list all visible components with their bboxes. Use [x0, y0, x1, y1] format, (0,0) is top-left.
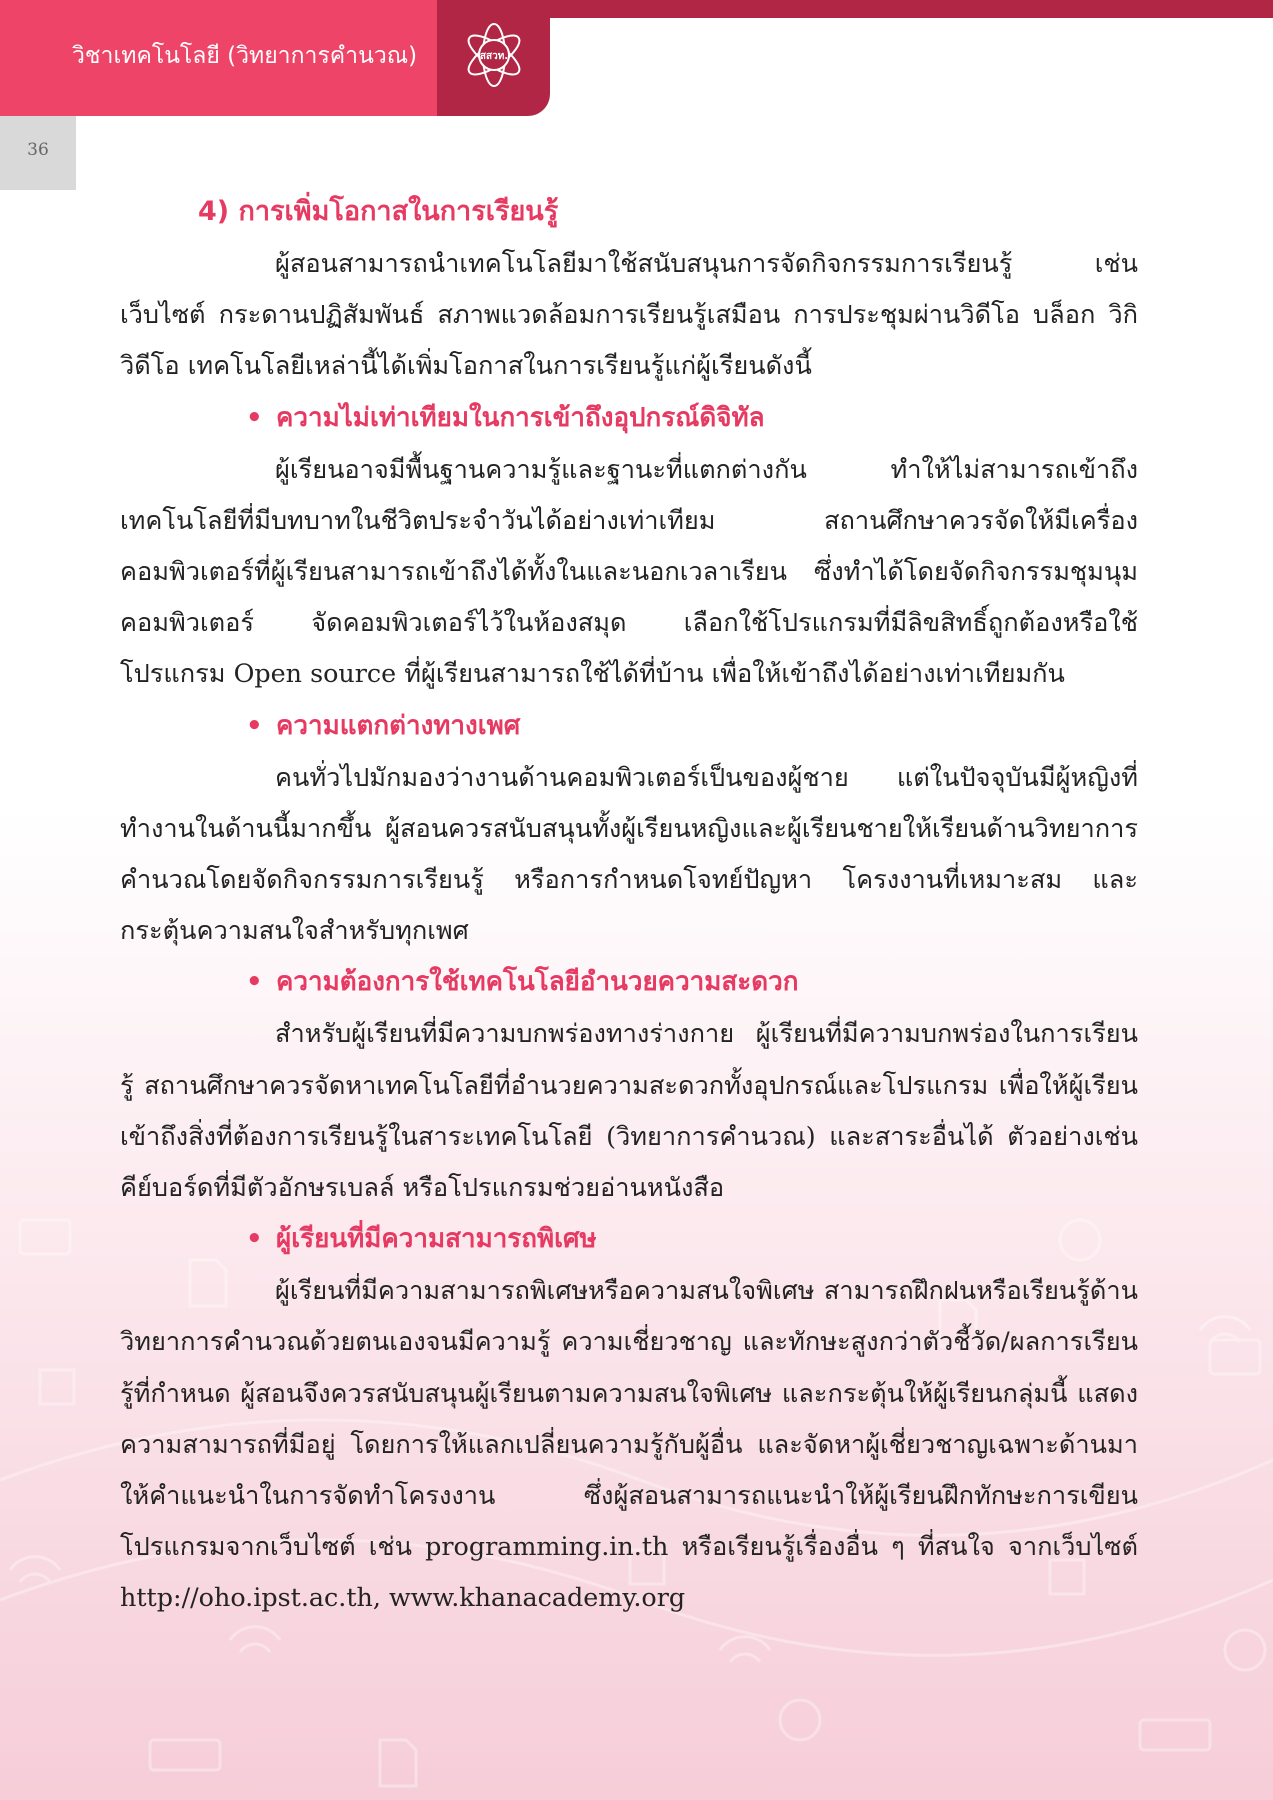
bullet-heading: [246, 956, 1138, 1008]
ipst-logo: [461, 20, 527, 90]
bullet-heading: [246, 700, 1138, 752]
section-intro: ผู้สอนสามารถนำเทคโนโลยีมาใช้สนับสนุนการจัดกิจกรรมการเรียนรู้ เช่น เว็บไซต์ กระดานปฏิสัมพันธ์ สภาพแวดล้อมการเรียนรู้เสมือน การประชุมผ่านวิดีโอ บล็อก วิกิ วิดีโอ เทคโนโลยีเหล่านี้ได้เพิ่มโอกาสในการเรียนรู้แก่ผู้เรียนดังนี้: [120, 248, 1138, 381]
bullet-heading: [246, 392, 1138, 444]
bullet-dot: •: [246, 710, 263, 741]
header-title-tab: [0, 0, 437, 116]
qr-code-icon: [40, 1370, 74, 1404]
wifi-icon: [10, 1557, 60, 1582]
bullet-body: ผู้เรียนที่มีความสามารถพิเศษหรือความสนใจพิเศษ สามารถฝึกฝนหรือเรียนรู้ด้านวิทยาการคำนวณด้วยตนเองจนมีความรู้ ความเชี่ยวชาญ และทักษะสูงกว่าตัวชี้วัด/ผลการเรียนรู้ที่กำหนด ผู้สอนจึงควรสนับสนุนผู้เรียนตามความสนใจพิเศษ และกระตุ้นให้ผู้เรียนกลุ่มนี้ แสดงความสามารถที่มีอยู่ โดยการให้แลกเปลี่ยนความรู้กับผู้อื่น และจัดหาผู้เชี่ยวชาญเฉพาะด้านมาให้คำแนะนำในการจัดทำโครงงาน ซึ่งผู้สอนสามารถแนะนำให้ผู้เรียนฝึกทักษะการเขียนโปรแกรมจากเว็บไซต์ เช่น programming.in.th หรือเรียนรู้เรื่องอื่น ๆ ที่สนใจ จากเว็บไซต์ http://oho.ipst.ac.th, www.khanacademy.org: [120, 1275, 1138, 1613]
keyboard-icon: [20, 1220, 70, 1254]
page-content: [120, 186, 1138, 1624]
bullet-body: สำหรับผู้เรียนที่มีความบกพร่องทางร่างกาย ผู้เรียนที่มีความบกพร่องในการเรียนรู้ สถานศึกษาควรจัดหาเทคโนโลยีที่อำนวยความสะดวกทั้งอุปกรณ์และโปรแกรม เพื่อให้ผู้เรียนเข้าถึงสิ่งที่ต้องการเรียนรู้ในสาระเทคโนโลยี (วิทยาการคำนวณ) และสาระอื่นได้ ตัวอย่างเช่น คีย์บอร์ดที่มีตัวอักษรเบลล์ หรือโปรแกรมช่วยอ่านหนังสือ: [120, 1018, 1138, 1203]
bullet-dot: •: [246, 1224, 263, 1255]
bullet-body: ผู้เรียนอาจมีพื้นฐานความรู้และฐานะที่แตกต่างกัน ทำให้ไม่สามารถเข้าถึงเทคโนโลยีที่มีบทบาทในชีวิตประจำวันได้อย่างเท่าเทียม สถานศึกษาควรจัดให้มีเครื่องคอมพิวเตอร์ที่ผู้เรียนสามารถเข้าถึงได้ทั้งในและนอกเวลาเรียน ซึ่งทำได้โดยจัดกิจกรรมชุมนุมคอมพิวเตอร์ จัดคอมพิวเตอร์ไว้ในห้องสมุด เลือกใช้โปรแกรมที่มีลิขสิทธิ์ถูกต้องหรือใช้โปรแกรม Open source ที่ผู้เรียนสามารถใช้ได้ที่บ้าน เพื่อให้เข้าถึงได้อย่างเท่าเทียมกัน: [120, 453, 1138, 689]
section-title: 4) การเพิ่มโอกาสในการเรียนรู้: [198, 196, 559, 227]
wifi-icon: [720, 1637, 770, 1662]
bullet-heading-text: ความแตกต่างทางเพศ: [276, 710, 521, 741]
bullet-heading-text: ผู้เรียนที่มีความสามารถพิเศษ: [276, 1224, 597, 1255]
document-icon: [380, 1740, 416, 1786]
bullet-heading: [246, 1213, 1138, 1265]
bullet-heading-text: ความไม่เท่าเทียมในการเข้าถึงอุปกรณ์ดิจิทัล: [276, 402, 765, 433]
keyboard-icon: [150, 1740, 220, 1770]
bullet-dot: •: [246, 402, 263, 433]
pie-chart-icon: [1225, 1630, 1265, 1670]
wifi-icon: [1200, 1317, 1250, 1342]
bullet-heading-text: ความต้องการใช้เทคโนโลยีอำนวยความสะดวก: [276, 967, 799, 998]
bullet-body: คนทั่วไปมักมองว่างานด้านคอมพิวเตอร์เป็นของผู้ชาย แต่ในปัจจุบันมีผู้หญิงที่ทำงานในด้านนี้มากขึ้น ผู้สอนควรสนับสนุนทั้งผู้เรียนหญิงและผู้เรียนชายให้เรียนด้านวิทยาการคำนวณโดยจัดกิจกรรมการเรียนรู้ หรือการกำหนดโจทย์ปัญหา โครงงานที่เหมาะสม และกระตุ้นความสนใจสำหรับทุกเพศ: [120, 761, 1138, 946]
header-title: วิชาเทคโนโลยี (วิทยาการคำนวณ): [72, 43, 418, 69]
keyboard-icon: [1210, 1340, 1260, 1374]
bullet-dot: •: [246, 967, 263, 998]
wifi-icon: [230, 1627, 280, 1652]
pie-chart-icon: [780, 1700, 820, 1740]
page-number: 36: [27, 140, 49, 160]
logo-text: สสวท.: [479, 51, 509, 62]
keyboard-icon: [1140, 1720, 1210, 1750]
